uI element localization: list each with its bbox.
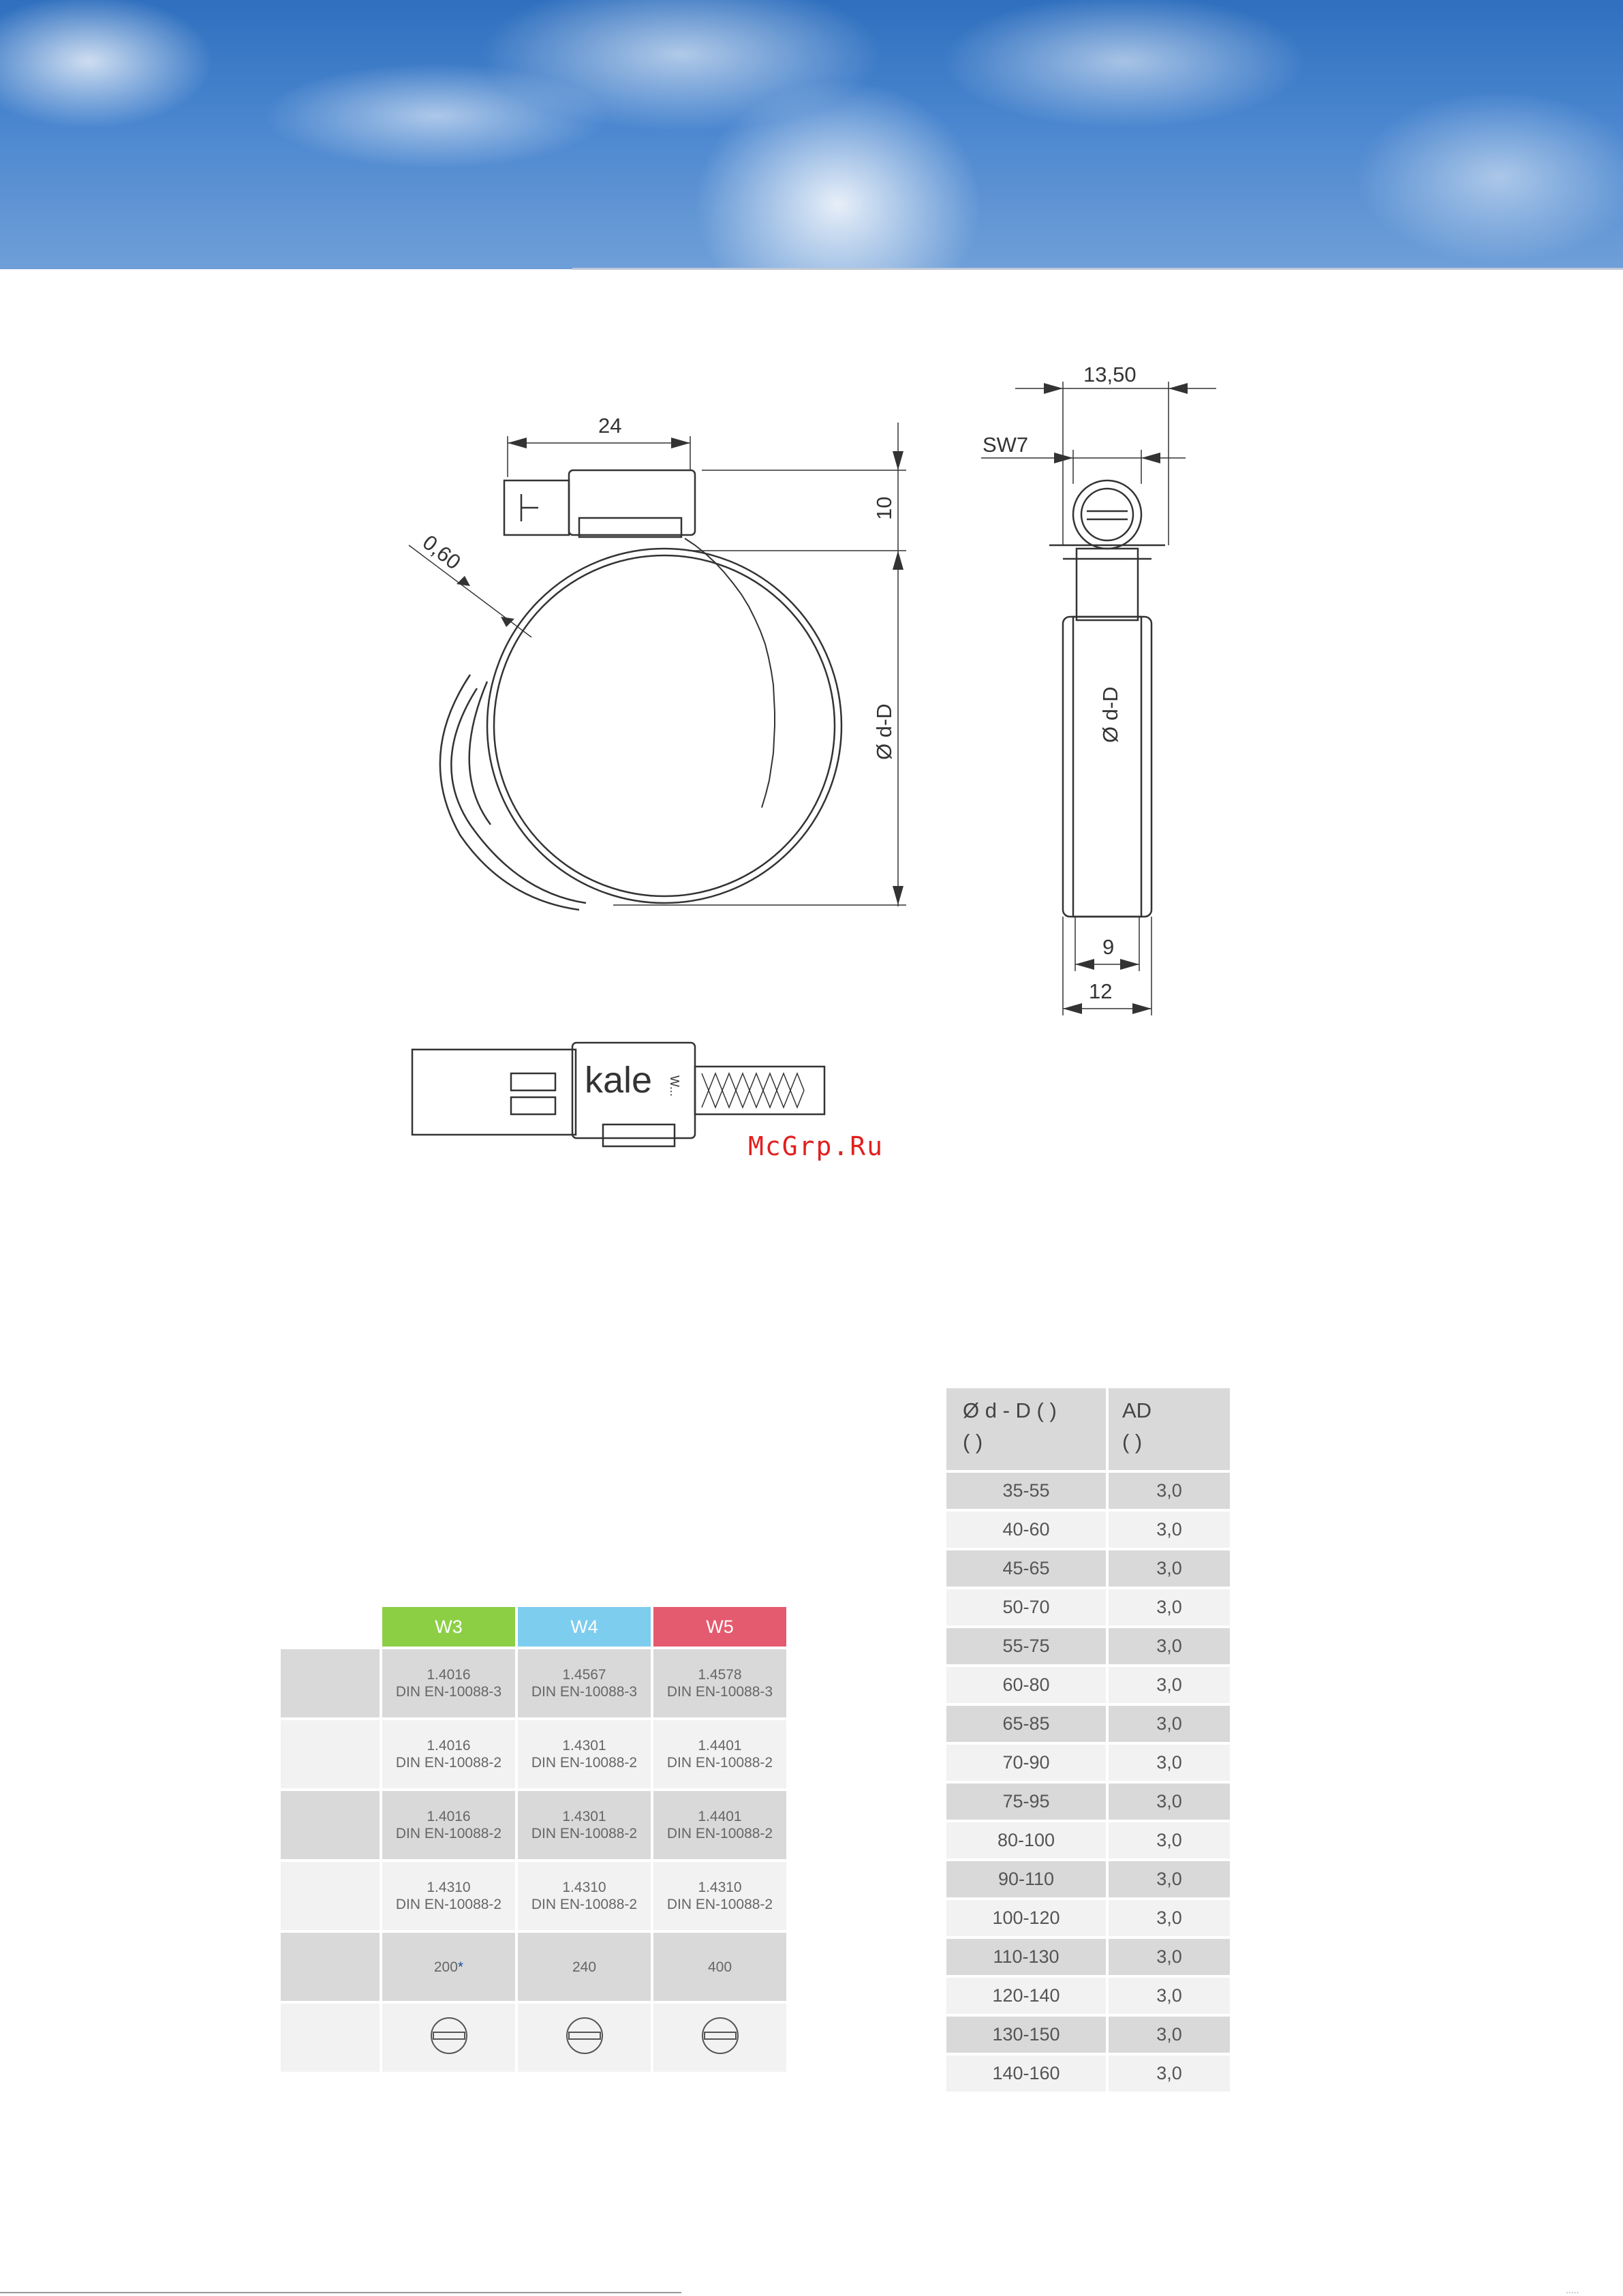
table-row bbox=[946, 1628, 1230, 1664]
ad-value: 3,0 bbox=[1109, 1550, 1230, 1587]
header-diameter: Ø d - D ( ) ( ) bbox=[946, 1388, 1106, 1470]
technical-drawings bbox=[0, 269, 1623, 1257]
ad-value: 3,0 bbox=[1109, 1900, 1230, 1936]
diameter-range: 45-65 bbox=[946, 1550, 1106, 1587]
diameter-range: 120-140 bbox=[946, 1978, 1106, 2014]
ad-value: 3,0 bbox=[1109, 1512, 1230, 1548]
sky-banner bbox=[0, 0, 1623, 269]
table-row bbox=[946, 1667, 1230, 1703]
diameter-range: 40-60 bbox=[946, 1512, 1106, 1548]
table-row bbox=[946, 1473, 1230, 1509]
table-row bbox=[281, 1720, 786, 1788]
cell: 1.4310 DIN EN-10088-2 bbox=[518, 1862, 651, 1930]
ad-value: 3,0 bbox=[1109, 2017, 1230, 2053]
cell: 1.4016 DIN EN-10088-3 bbox=[382, 1649, 515, 1717]
diameter-range: 90-110 bbox=[946, 1861, 1106, 1897]
table-row bbox=[281, 1649, 786, 1717]
cell bbox=[518, 2004, 651, 2072]
cell: 1.4310 DIN EN-10088-2 bbox=[382, 1862, 515, 1930]
cell bbox=[382, 2004, 515, 2072]
cell: 1.4301 DIN EN-10088-2 bbox=[518, 1791, 651, 1859]
ad-value: 3,0 bbox=[1109, 2055, 1230, 2092]
table-row bbox=[946, 1784, 1230, 1820]
cell: 1.4016 DIN EN-10088-2 bbox=[382, 1791, 515, 1859]
diameter-range: 75-95 bbox=[946, 1784, 1106, 1820]
slotted-screw-icon bbox=[700, 2016, 740, 2055]
footnote-star: * bbox=[457, 1959, 464, 1975]
band-mark: W... bbox=[668, 1075, 681, 1097]
cell: 1.4016 DIN EN-10088-2 bbox=[382, 1720, 515, 1788]
diameter-range: 65-85 bbox=[946, 1706, 1106, 1742]
ad-value: 3,0 bbox=[1109, 1784, 1230, 1820]
diameter-range: 70-90 bbox=[946, 1745, 1106, 1781]
cell: 1.4310 DIN EN-10088-2 bbox=[653, 1862, 786, 1930]
table-row bbox=[946, 2055, 1230, 2092]
table-row bbox=[946, 1550, 1230, 1587]
cell bbox=[653, 2004, 786, 2072]
ad-value: 3,0 bbox=[1109, 1822, 1230, 1858]
diameter-range: 60-80 bbox=[946, 1667, 1106, 1703]
table-row bbox=[946, 1706, 1230, 1742]
table-row bbox=[946, 1589, 1230, 1625]
table-row bbox=[946, 1822, 1230, 1858]
front-view-drawing bbox=[409, 423, 906, 910]
page-corner-mark: ..... bbox=[1566, 2284, 1579, 2295]
size-table bbox=[944, 1386, 1233, 2094]
diameter-range: 110-130 bbox=[946, 1939, 1106, 1975]
ad-value: 3,0 bbox=[1109, 1628, 1230, 1664]
dim-key-label: SW7 bbox=[983, 433, 1029, 457]
col-w3: W3 bbox=[382, 1607, 515, 1647]
value: 200 bbox=[433, 1959, 458, 1975]
cell: 240 bbox=[518, 1933, 651, 2001]
ad-value: 3,0 bbox=[1109, 1706, 1230, 1742]
dim-side-width-label: 13,50 bbox=[1083, 363, 1137, 386]
cell: 1.4301 DIN EN-10088-2 bbox=[518, 1720, 651, 1788]
cell bbox=[382, 1933, 515, 2001]
table-row bbox=[281, 1862, 786, 1930]
ad-value: 3,0 bbox=[1109, 1861, 1230, 1897]
dim-band-label: 9 bbox=[1102, 935, 1115, 959]
col-w4: W4 bbox=[518, 1607, 651, 1647]
ad-value: 3,0 bbox=[1109, 1978, 1230, 2014]
col-w5: W5 bbox=[653, 1607, 786, 1647]
cell: 1.4401 DIN EN-10088-2 bbox=[653, 1720, 786, 1788]
table-row bbox=[946, 1861, 1230, 1897]
diameter-range: 50-70 bbox=[946, 1589, 1106, 1625]
ad-value: 3,0 bbox=[1109, 1667, 1230, 1703]
header-ad: AD ( ) bbox=[1109, 1388, 1230, 1470]
cell: 1.4578 DIN EN-10088-3 bbox=[653, 1649, 786, 1717]
table-row bbox=[946, 1900, 1230, 1936]
dim-24-label: 24 bbox=[598, 414, 622, 438]
table-row bbox=[281, 1791, 786, 1859]
table-row bbox=[946, 2017, 1230, 2053]
ad-value: 3,0 bbox=[1109, 1473, 1230, 1509]
dim-side-diameter-label: Ø d-D bbox=[1098, 686, 1122, 743]
brand-logo: kale bbox=[585, 1060, 653, 1101]
ad-value: 3,0 bbox=[1109, 1745, 1230, 1781]
cell: 1.4401 DIN EN-10088-2 bbox=[653, 1791, 786, 1859]
table-row bbox=[281, 2004, 786, 2072]
table-row bbox=[946, 1939, 1230, 1975]
table-row bbox=[946, 1512, 1230, 1548]
material-table bbox=[278, 1604, 789, 2075]
cell: 400 bbox=[653, 1933, 786, 2001]
diameter-range: 140-160 bbox=[946, 2055, 1106, 2092]
table-row bbox=[946, 1978, 1230, 2014]
material-table-header bbox=[281, 1607, 786, 1647]
cell: 1.4567 DIN EN-10088-3 bbox=[518, 1649, 651, 1717]
watermark: McGrp.Ru bbox=[748, 1131, 884, 1161]
diameter-range: 35-55 bbox=[946, 1473, 1106, 1509]
diameter-range: 100-120 bbox=[946, 1900, 1106, 1936]
dim-thickness-label: 0,60 bbox=[418, 530, 465, 575]
table-row bbox=[281, 1933, 786, 2001]
diameter-range: 55-75 bbox=[946, 1628, 1106, 1664]
blank-cell bbox=[281, 1607, 380, 1647]
ad-value: 3,0 bbox=[1109, 1939, 1230, 1975]
ad-value: 3,0 bbox=[1109, 1589, 1230, 1625]
footer-divider bbox=[0, 2292, 681, 2293]
diameter-range: 80-100 bbox=[946, 1822, 1106, 1858]
dim-total-label: 12 bbox=[1089, 979, 1113, 1003]
table-row bbox=[946, 1745, 1230, 1781]
slotted-screw-icon bbox=[429, 2016, 469, 2055]
slotted-screw-icon bbox=[565, 2016, 604, 2055]
dim-diameter-label: Ø d-D bbox=[872, 703, 896, 760]
dim-10-label: 10 bbox=[872, 496, 896, 520]
diameter-range: 130-150 bbox=[946, 2017, 1106, 2053]
size-table-header bbox=[946, 1388, 1230, 1470]
